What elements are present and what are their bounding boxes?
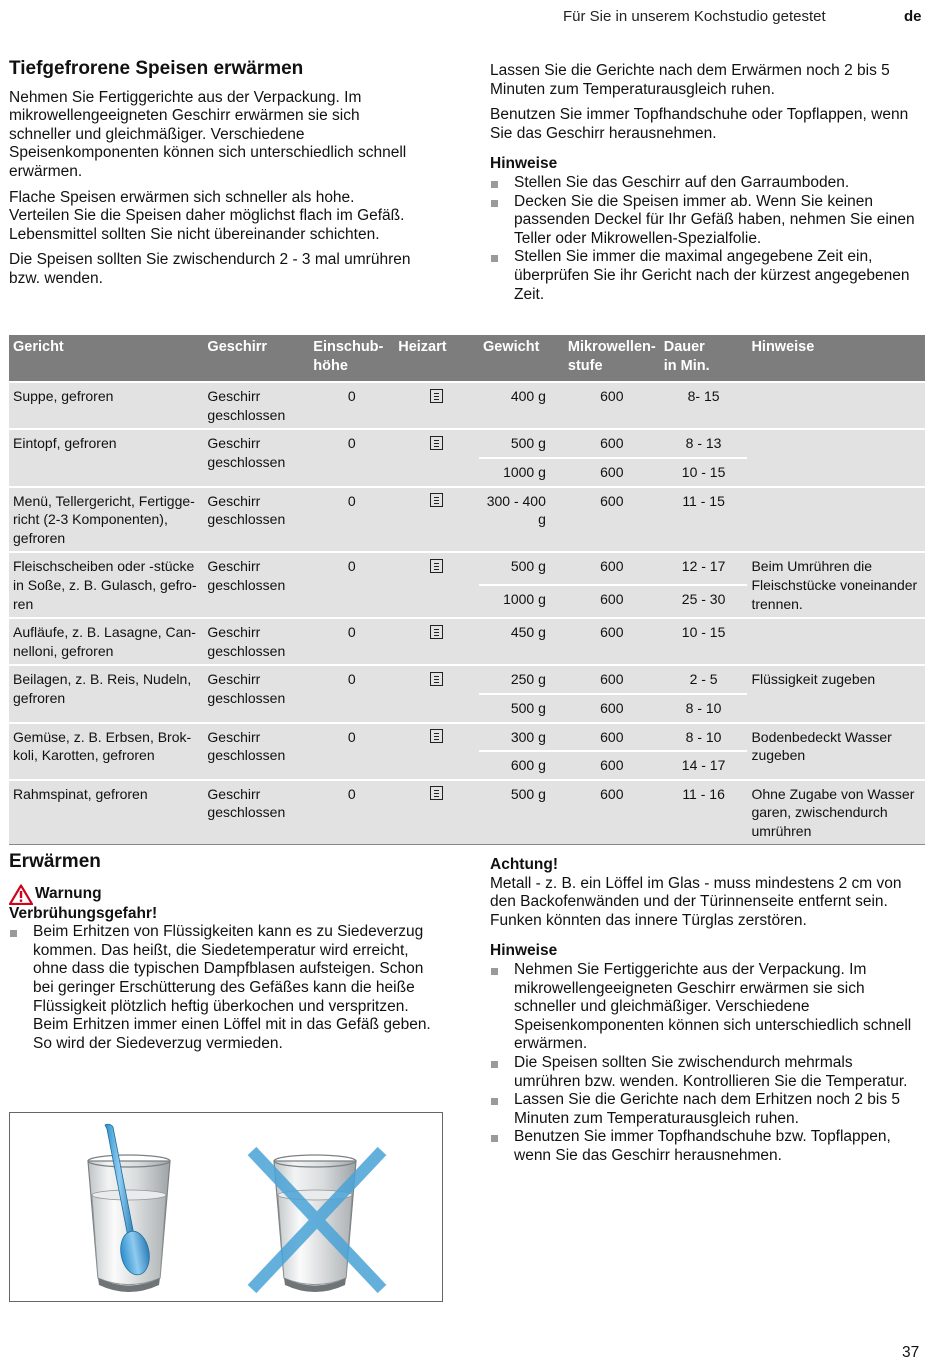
cell-heizart (394, 552, 479, 618)
cell-gericht: Aufläufe, z. B. Lasagne, Can-nelloni, gefroren (9, 618, 203, 665)
col-header-dauer: Dauer in Min. (660, 335, 748, 382)
table-row (9, 552, 925, 585)
col-header-gericht: Gericht (9, 335, 203, 382)
section1-paragraph: Flache Speisen erwärmen sich schneller als hohe. Verteilen Sie die Speisen daher möglichst flach im Gefäß. Lebensmittel sollten Sie nicht übereinander schichten. (9, 188, 405, 243)
cell-gewicht: 1000 g (479, 585, 564, 618)
cell-hoehe: 0 (309, 665, 394, 722)
cell-gewicht: 500 g (479, 429, 564, 458)
table-header-row (9, 335, 925, 382)
cell-stufe: 600 (564, 618, 660, 665)
cell-gewicht: 1000 g (479, 458, 564, 487)
cell-stufe: 600 (564, 458, 660, 487)
cell-dauer: 8 - 10 (660, 694, 748, 723)
cell-gewicht: 450 g (479, 618, 564, 665)
table-row (9, 429, 925, 458)
cell-heizart (394, 429, 479, 486)
col-header-mikrowellenstufe: Mikrowellen- stufe (564, 335, 660, 382)
cell-hoehe: 0 (309, 487, 394, 553)
hinweise-list (490, 174, 922, 304)
hinweise-title: Hinweise (490, 155, 558, 173)
page-header (0, 8, 950, 28)
cell-gewicht: 250 g (479, 665, 564, 694)
section1-right-paragraph: Benutzen Sie immer Topfhandschuhe oder Topflappen, wenn Sie das Geschirr herausnehmen. (490, 106, 909, 142)
cell-hoehe: 0 (309, 780, 394, 845)
cell-geschirr: Geschirr geschlossen (203, 665, 309, 722)
warning-label: Warnung (35, 884, 102, 902)
cell-dauer: 10 - 15 (660, 618, 748, 665)
achtung-title: Achtung! (490, 856, 559, 873)
cell-dauer: 11 - 15 (660, 487, 748, 553)
cell-hinweis: Flüssigkeit zugeben (747, 665, 925, 722)
cell-hoehe: 0 (309, 618, 394, 665)
list-item: Stellen Sie immer die maximal angegebene Zeit ein, überprüfen Sie ihr Gericht nach der kürzest angegebenen Zeit. (490, 248, 922, 304)
cell-dauer: 8 - 13 (660, 429, 748, 458)
cell-hoehe: 0 (309, 382, 394, 429)
list-item: Die Speisen sollten Sie zwischendurch mehrmals umrühren bzw. wenden. Kontrollieren Sie die Temperatur. (490, 1054, 922, 1091)
cell-gewicht: 500 g (479, 780, 564, 845)
cell-gericht: Menü, Tellergericht, Fertigge-richt (2-3 Komponenten), gefroren (9, 487, 203, 553)
cell-hinweis: Beim Umrühren die Fleischstücke voneinander trennen. (747, 552, 925, 618)
cell-heizart (394, 618, 479, 665)
microwave-icon (430, 493, 443, 507)
cell-gewicht: 500 g (479, 694, 564, 723)
section1-right-paragraph: Lassen Sie die Gerichte nach dem Erwärmen noch 2 bis 5 Minuten zum Temperaturausgleich ruhen. (490, 62, 890, 98)
table-row (9, 382, 925, 429)
cell-gericht: Beilagen, z. B. Reis, Nudeln, gefroren (9, 665, 203, 722)
cell-gewicht: 400 g (479, 382, 564, 429)
section1-right-column (490, 62, 922, 304)
cell-gericht: Gemüse, z. B. Erbsen, Brok-koli, Karotten, gefroren (9, 723, 203, 780)
cell-dauer: 8 - 10 (660, 723, 748, 752)
microwave-icon (430, 559, 443, 573)
hinweise-list (490, 961, 922, 1166)
cell-heizart (394, 665, 479, 722)
cell-heizart (394, 723, 479, 780)
cell-stufe: 600 (564, 751, 660, 780)
cell-stufe: 600 (564, 665, 660, 694)
warning-title (9, 884, 439, 905)
section1-paragraph: Die Speisen sollten Sie zwischendurch 2 - 3 mal umrühren bzw. wenden. (9, 251, 411, 287)
cell-geschirr: Geschirr geschlossen (203, 552, 309, 618)
warning-icon (9, 884, 33, 905)
cell-hoehe: 0 (309, 552, 394, 618)
cell-hinweis (747, 487, 925, 553)
section1-left-column (9, 60, 419, 296)
microwave-icon (430, 672, 443, 686)
language-code: de (904, 8, 922, 25)
cell-heizart (394, 382, 479, 429)
list-item: Decken Sie die Speisen immer ab. Wenn Sie keinen passenden Deckel für Ihr Gefäß haben, nehmen Sie einen Teller oder Mikrowellen-Spezialfolie. (490, 193, 922, 249)
cell-dauer: 12 - 17 (660, 552, 748, 585)
cell-dauer: 25 - 30 (660, 585, 748, 618)
col-header-heizart: Heizart (394, 335, 479, 382)
cell-geschirr: Geschirr geschlossen (203, 429, 309, 486)
microwave-icon (430, 625, 443, 639)
cell-hinweis (747, 382, 925, 429)
section1-heading: Tiefgefrorene Speisen erwärmen (9, 58, 304, 79)
cell-dauer: 10 - 15 (660, 458, 748, 487)
microwave-icon (430, 729, 443, 743)
section2-heading: Erwärmen (9, 851, 101, 872)
cell-geschirr: Geschirr geschlossen (203, 618, 309, 665)
cell-dauer: 11 - 16 (660, 780, 748, 845)
cell-gewicht: 500 g (479, 552, 564, 585)
cell-stufe: 600 (564, 552, 660, 585)
cell-stufe: 600 (564, 382, 660, 429)
col-header-gewicht: Gewicht (479, 335, 564, 382)
hinweise-title: Hinweise (490, 942, 558, 960)
table-row (9, 618, 925, 665)
glass-with-spoon-drawing (88, 1124, 170, 1292)
cell-hinweis (747, 429, 925, 486)
cell-stufe: 600 (564, 723, 660, 752)
achtung-text: Metall - z. B. ein Löffel im Glas - muss mindestens 2 cm von den Backofenwänden und der Türinnenseite entfernt sein. Funken könnten das innere Türglas zerstören. (490, 874, 902, 929)
table-row (9, 487, 925, 553)
cell-stufe: 600 (564, 780, 660, 845)
table-row (9, 780, 925, 845)
col-header-geschirr: Geschirr (203, 335, 309, 382)
cell-gericht: Suppe, gefroren (9, 382, 203, 429)
list-item: Beim Erhitzen von Flüssigkeiten kann es zu Siedeverzug kommen. Das heißt, die Siedetemperatur wird erreicht, ohne dass die typischen Dampfblasen aufsteigen. Schon bei geringer Erschütterung des Gefäßes kann die heiße Flüssigkeit plötzlich heftig überkochen und verspritzen. Beim Erhitzen immer einen Löffel mit in das Gefäß geben. So wird der Siedeverzug vermieden. (9, 923, 439, 1053)
cell-stufe: 600 (564, 585, 660, 618)
cell-dauer: 14 - 17 (660, 751, 748, 780)
cell-heizart (394, 487, 479, 553)
microwave-icon (430, 436, 443, 450)
page-number: 37 (902, 1344, 920, 1361)
cell-hinweis (747, 618, 925, 665)
cell-dauer: 2 - 5 (660, 665, 748, 694)
table-row (9, 665, 925, 694)
glass-spoon-illustration (9, 1112, 443, 1302)
microwave-icon (430, 389, 443, 403)
list-item: Stellen Sie das Geschirr auf den Garraumboden. (490, 174, 922, 193)
cell-geschirr: Geschirr geschlossen (203, 780, 309, 845)
cell-gericht: Eintopf, gefroren (9, 429, 203, 486)
section2-right-column (490, 856, 922, 1166)
table-row (9, 723, 925, 752)
heating-table (9, 335, 925, 845)
cell-gewicht: 300 - 400 g (479, 487, 564, 553)
list-item: Benutzen Sie immer Topfhandschuhe bzw. Topflappen, wenn Sie das Geschirr herausnehmen. (490, 1128, 922, 1165)
list-item: Lassen Sie die Gerichte nach dem Erhitzen noch 2 bis 5 Minuten zum Temperaturausgleich ruhen. (490, 1091, 922, 1128)
cell-stufe: 600 (564, 487, 660, 553)
warning-subtitle: Verbrühungsgefahr! (9, 904, 158, 922)
microwave-icon (430, 786, 443, 800)
cell-geschirr: Geschirr geschlossen (203, 723, 309, 780)
cell-dauer: 8- 15 (660, 382, 748, 429)
cell-stufe: 600 (564, 694, 660, 723)
cell-hinweis: Bodenbedeckt Wasser zugeben (747, 723, 925, 780)
cell-gericht: Rahmspinat, gefroren (9, 780, 203, 845)
section2-left-column (9, 853, 439, 1053)
header-title: Für Sie in unserem Kochstudio getestet (563, 8, 826, 25)
list-item: Nehmen Sie Fertiggerichte aus der Verpackung. Im mikrowellengeeigneten Geschirr erwärmen sie sich schneller und gleichmäßiger. Verschiedene Speisenkomponenten können sich unterschiedlich schnell erwärmen. (490, 961, 922, 1054)
col-header-hinweise: Hinweise (747, 335, 925, 382)
cell-gewicht: 300 g (479, 723, 564, 752)
cell-geschirr: Geschirr geschlossen (203, 487, 309, 553)
cell-hoehe: 0 (309, 429, 394, 486)
cell-gericht: Fleischscheiben oder -stücke in Soße, z. B. Gulasch, gefro-ren (9, 552, 203, 618)
cell-gewicht: 600 g (479, 751, 564, 780)
cell-stufe: 600 (564, 429, 660, 458)
warning-list (9, 923, 439, 1053)
col-header-einschubhoehe: Einschub- höhe (309, 335, 394, 382)
section1-paragraph: Nehmen Sie Fertiggerichte aus der Verpackung. Im mikrowellengeeigneten Geschirr erwärmen sie sich schneller und gleichmäßiger. Verschiedene Speisenkomponenten können sich unterschiedlich schnell erwärmen. (9, 88, 407, 180)
cell-hoehe: 0 (309, 723, 394, 780)
cell-heizart (394, 780, 479, 845)
cell-geschirr: Geschirr geschlossen (203, 382, 309, 429)
cell-hinweis: Ohne Zugabe von Wasser garen, zwischendurch umrühren (747, 780, 925, 845)
